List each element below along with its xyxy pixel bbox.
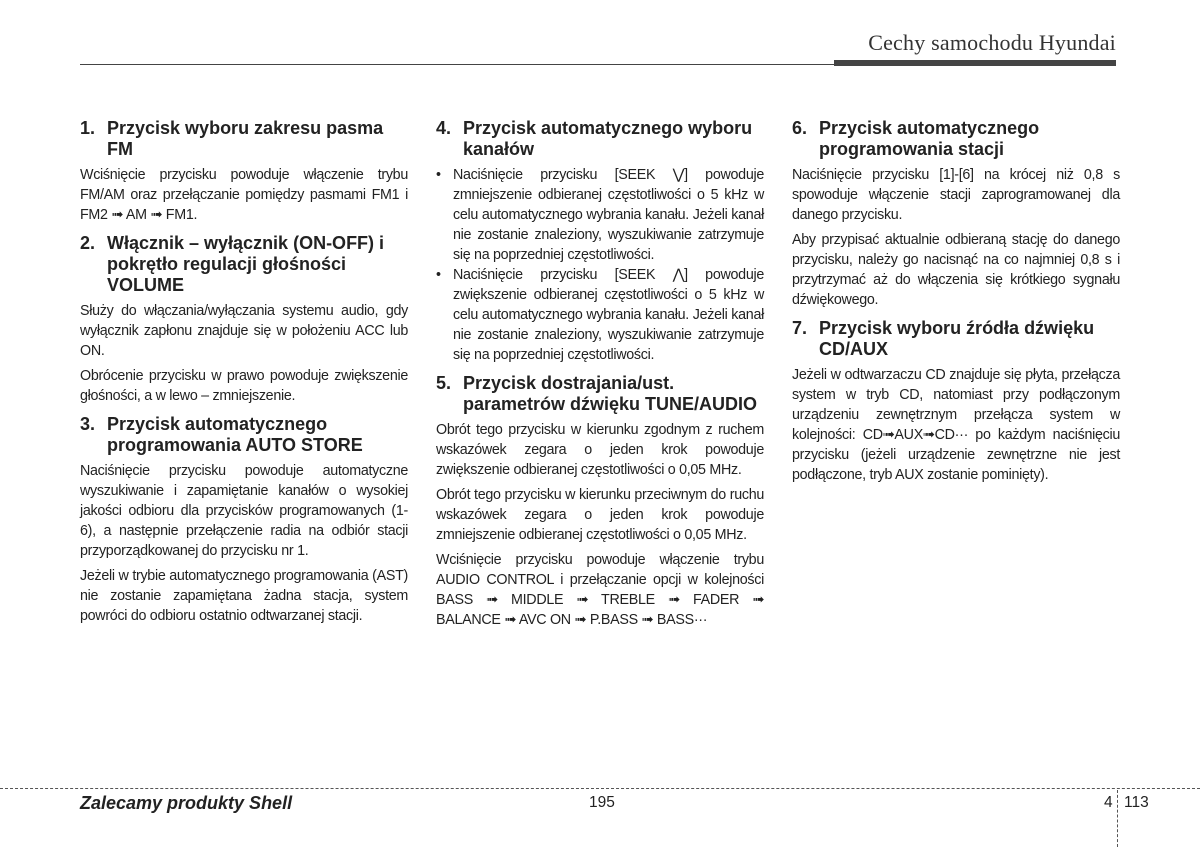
section <box>792 318 1120 485</box>
bullet-item <box>436 265 764 365</box>
section <box>80 233 408 406</box>
section-title: Przycisk dostrajania/ust. parametrów dźwięku TUNE/AUDIO <box>463 373 758 414</box>
body-paragraph: Jeżeli w trybie automatycznego programowania (AST) nie zostanie zapamiętana żadna stacja, system powróci do odbioru ostatnio odtwarzanej stacji. <box>80 568 408 624</box>
section-heading <box>436 373 764 415</box>
footer-page-number: 195 <box>589 794 615 811</box>
column-3 <box>792 118 1120 493</box>
section <box>792 118 1120 310</box>
body-paragraph: Naciśnięcie przycisku powoduje automatyczne wyszukiwanie i zapamiętanie kanałów o wysokiej jakości odbioru dla przycisków programowanych (1-6), a następnie przełączenie radia na odbiór stacji przyporządkowanej do przycisku nr 1. <box>80 463 408 559</box>
body-paragraph: Służy do włączania/wyłączania systemu audio, gdy wyłącznik zapłonu znajduje się w położeniu ACC lub ON. <box>80 303 408 359</box>
section-number: 5. <box>436 373 452 393</box>
body-paragraph: Jeżeli w odtwarzaczu CD znajduje się płyta, przełącza system w tryb CD, natomiast przy podłączonym urządzeniu zewnętrznym przełącza system w kolejności: CD➟AUX➟CD··· po każdym naciśnięciu przycisku (jeżeli urządzenie zewnętrzne nie jest podłączone, tryb AUX zostanie pominięty). <box>792 367 1120 483</box>
body-paragraph: Obrót tego przycisku w kierunku zgodnym z ruchem wskazówek zegara o jeden krok powoduje zwiększenie odbieranej częstotliwości o 0,05 MHz. <box>436 422 764 478</box>
section-title: Przycisk automatycznego programowania stacji <box>819 118 1040 159</box>
section-heading <box>792 118 1120 160</box>
footer-chapter-number: 4 <box>1104 794 1113 811</box>
section-heading <box>80 233 408 296</box>
section-title: Przycisk automatycznego wyboru kanałów <box>463 118 753 159</box>
column-2 <box>436 118 764 638</box>
section <box>80 414 408 626</box>
bullet-text: Naciśnięcie przycisku [SEEK ⋀] powoduje zwiększenie odbieranej częstotliwości o 5 kHz w celu automatycznego wybrania kanału. Jeżeli kanał nie zostanie znaleziony, wyszukiwanie zatrzymuje się na poprzedniej częstotliwości. <box>453 267 764 363</box>
section-number: 1. <box>80 118 96 138</box>
section-heading <box>80 118 408 160</box>
section <box>80 118 408 225</box>
bullet-list <box>436 165 764 365</box>
section-heading <box>436 118 764 160</box>
bullet-text: Naciśnięcie przycisku [SEEK ⋁] powoduje zmniejszenie odbieranej częstotliwości o 5 kHz w celu automatycznego wybrania kanału. Jeżeli kanał nie zostanie znaleziony, wyszukiwanie zatrzymuje się na poprzedniej częstotliwości. <box>453 167 764 263</box>
body-paragraph: Obrót tego przycisku w kierunku przeciwnym do ruchu wskazówek zegara o jeden krok powoduje zmniejszenie odbieranej częstotliwości o 0,05 MHz. <box>436 487 764 543</box>
section-number: 2. <box>80 233 96 253</box>
column-1 <box>80 118 408 634</box>
bullet-item <box>436 165 764 265</box>
body-paragraph: Obrócenie przycisku w prawo powoduje zwiększenie głośności, a w lewo – zmniejszenie. <box>80 368 408 404</box>
section <box>436 373 764 630</box>
section-title: Przycisk automatycznego programowania AUTO STORE <box>107 414 363 455</box>
section-heading <box>80 414 408 456</box>
section-number: 4. <box>436 118 452 138</box>
section-heading <box>792 318 1120 360</box>
section-title: Włącznik – wyłącznik (ON-OFF) i pokrętło regulacji głośności VOLUME <box>107 233 385 295</box>
header-rule-accent <box>834 60 1116 66</box>
body-paragraph: Aby przypisać aktualnie odbieraną stację do danego przycisku, należy go nacisnąć na co najmniej 0,8 s i przytrzymać aż do włączenia się krótkiego sygnału dźwiękowego. <box>792 232 1120 308</box>
footer-separator <box>1117 790 1118 847</box>
section-number: 7. <box>792 318 808 338</box>
footer-divider <box>0 788 1200 789</box>
bullet-dot-icon: • <box>436 167 441 183</box>
footer-section-page: 113 <box>1124 794 1149 811</box>
section-number: 6. <box>792 118 808 138</box>
section-number: 3. <box>80 414 96 434</box>
section-title: Przycisk wyboru zakresu pasma FM <box>107 118 384 159</box>
section <box>436 118 764 365</box>
section-title: Przycisk wyboru źródła dźwięku CD/AUX <box>819 318 1095 359</box>
header-title: Cechy samochodu Hyundai <box>868 30 1116 55</box>
body-paragraph: Wciśnięcie przycisku powoduje włączenie trybu FM/AM oraz przełączanie pomiędzy pasmami FM1 i FM2 ➟ AM ➟ FM1. <box>80 167 408 223</box>
body-paragraph: Wciśnięcie przycisku powoduje włączenie trybu AUDIO CONTROL i przełączanie opcji w kolejności BASS ➟ MIDDLE ➟ TREBLE ➟ FADER ➟ BALANCE ➟ AVC ON ➟ P.BASS ➟ BASS··· <box>436 552 764 628</box>
body-paragraph: Naciśnięcie przycisku [1]-[6] na krócej niż 0,8 s spowoduje włączenie stacji zaprogramowanej dla danego przycisku. <box>792 167 1120 223</box>
footer-slogan: Zalecamy produkty Shell <box>80 793 293 813</box>
bullet-dot-icon: • <box>436 267 441 283</box>
